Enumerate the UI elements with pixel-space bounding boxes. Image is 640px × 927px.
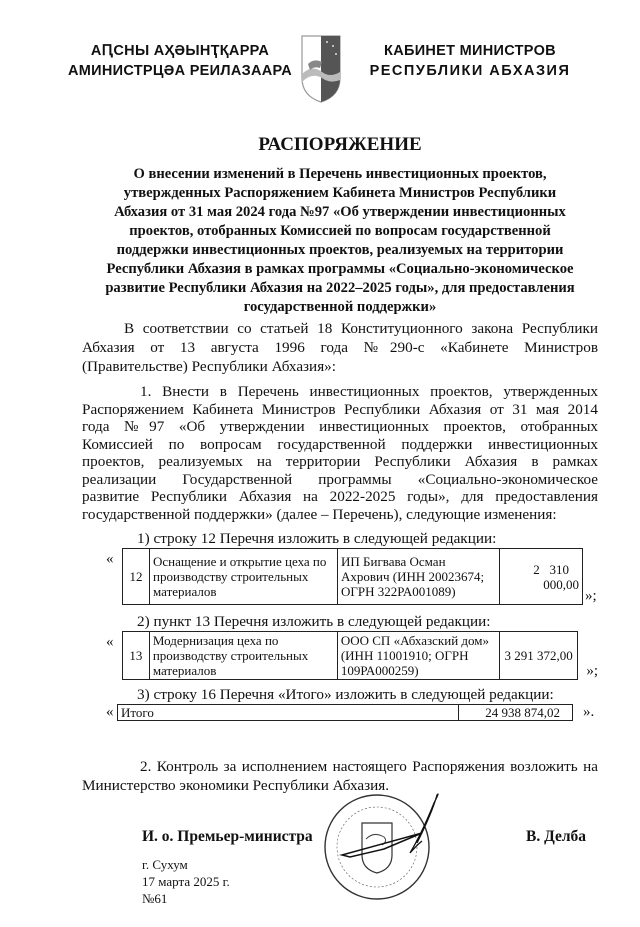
company: ИП Бигвава Осман Ахрович (ИНН 20023674; ОГРН 322РА001089): [338, 549, 500, 605]
preamble-line: В соответствии со статьей 18 Конституционного закона Республики: [124, 320, 598, 337]
item1-line: проектов, реализуемых на территории Республики Абхазия в рамках: [82, 453, 598, 470]
item1-line: реализации Государственной программы «Социально-экономическое: [82, 470, 598, 488]
amount: [500, 549, 583, 605]
preamble-line: Абхазия от 13 августа 1996 года №290-с «Кабинете Министров: [82, 339, 598, 356]
header-right: [350, 41, 590, 81]
table-total: [117, 704, 573, 721]
item1-line: Комиссией по вопросам государственной поддержки инвестиционных: [82, 435, 598, 453]
close-quote: »;: [586, 663, 598, 679]
document-title: РАСПОРЯЖЕНИЕ: [258, 134, 422, 155]
subject-line: Абхазия от 31 мая 2024 года №97 «Об утверждении инвестиционных: [114, 204, 566, 220]
sub2-table-wrap: [82, 631, 598, 680]
project-name: Модернизация цеха по производству строительных материалов: [149, 632, 337, 680]
subject-line: утвержденных Распоряжением Кабинета Министров Республики: [123, 185, 557, 201]
item1-line: 1. Внести в Перечень инвестиционных проектов, утвержденных: [140, 383, 598, 400]
table-row-12: [122, 548, 583, 605]
subject-line: О внесении изменений в Перечень инвестиционных проектов,: [133, 166, 547, 182]
signatory-position: И. о. Премьер-министра: [142, 828, 313, 845]
company: ООО СП «Абхазский дом» (ИНН 11001910; ОГРН 109РА000259): [337, 632, 499, 680]
total-label: Итого: [118, 705, 459, 721]
city: г. Сухум: [142, 857, 188, 872]
amount: 3 291 372,00: [499, 632, 577, 680]
item1-line: года №97 «Об утверждении инвестиционных проектов, отобранных: [82, 418, 598, 435]
header-left: [60, 41, 300, 81]
amount-part1: 2 310: [533, 561, 569, 577]
table-row-13: [122, 631, 578, 680]
amount-part2: 000,00: [543, 576, 579, 592]
item1-line: государственной поддержки» (далее – Перечень), следующие изменения:: [82, 505, 557, 523]
preamble: [82, 319, 598, 376]
table-row: [122, 632, 577, 680]
item2-line: 2. Контроль за исполнением настоящего Распоряжения возложить на: [140, 758, 598, 775]
sub1-heading: 1) строку 12 Перечня изложить в следующей редакции:: [137, 530, 497, 547]
item1-line: развитие Республики Абхазия на 2022-2025 годы», для предоставления: [82, 488, 598, 505]
signature-block: [142, 827, 598, 927]
project-name: Оснащение и открытие цеха по производству строительных материалов: [150, 549, 338, 605]
open-quote: «: [106, 634, 114, 650]
document-body: [82, 133, 598, 927]
close-quote: »;: [585, 588, 597, 604]
sub1-table-wrap: [82, 548, 598, 605]
item2-line: Министерство экономики Республики Абхазия.: [82, 777, 390, 794]
row-number: 12: [123, 549, 150, 605]
sub3-table-wrap: [82, 704, 598, 721]
subject-line: Республики Абхазия в рамках программы «Социально-экономическое: [106, 261, 574, 277]
item-2: [82, 757, 598, 795]
item1-line: Распоряжением Кабинета Министров Республики Абхазия от 31 мая 2014: [82, 400, 598, 418]
official-stamp: [322, 793, 452, 903]
sub2-heading: 2) пункт 13 Перечня изложить в следующей редакции:: [137, 613, 491, 630]
close-quote: ».: [583, 704, 595, 720]
subject-line: государственной поддержки»: [243, 299, 437, 315]
subject-line: развитие Республики Абхазия на 2022–2025 годы», для предоставления: [105, 280, 575, 296]
row-number: 13: [122, 632, 149, 680]
subject-line: поддержки инвестиционных проектов, реализуемых на территории: [116, 242, 564, 258]
emblem-icon: [300, 34, 342, 104]
header-right-line1: КАБИНЕТ МИНИСТРОВ: [384, 43, 556, 59]
footer: [142, 856, 230, 907]
header-left-line2: АМИНИСТРЦӘА РЕИЛАЗААРА: [67, 63, 293, 79]
sub3-heading: 3) строку 16 Перечня «Итого» изложить в следующей редакции:: [137, 686, 554, 703]
document-subject: [82, 165, 598, 317]
table-row: [123, 549, 583, 605]
open-quote: «: [106, 704, 114, 720]
date: 17 марта 2025 г.: [142, 874, 230, 889]
open-quote: «: [106, 551, 114, 567]
document-number: №61: [142, 891, 168, 906]
preamble-line: (Правительстве) Республики Абхазия»:: [82, 358, 336, 375]
total-amount: 24 938 874,02: [459, 705, 573, 721]
subject-line: проектов, отобранных Комиссией по вопросам государственной: [129, 223, 551, 239]
header-left-line1: АԤСНЫ АҲӘЫНҬҚАРРА: [90, 43, 270, 59]
header-right-line2: РЕСПУБЛИКИ АБХАЗИЯ: [369, 63, 571, 79]
table-row: [118, 705, 573, 721]
item-1: [82, 383, 598, 523]
signatory-name: В. Делба: [526, 828, 587, 845]
